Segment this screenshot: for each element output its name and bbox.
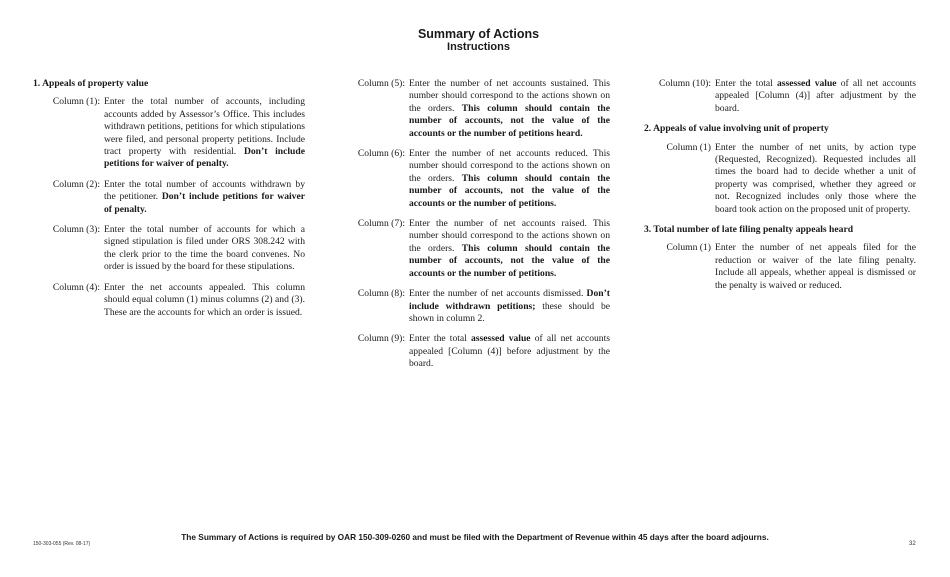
instruction-entry xyxy=(644,142,916,216)
column-label: Column (1) xyxy=(666,141,711,153)
instruction-text: Enter the total assessed value of all net accounts appealed [Column (4)] after adjustment by the board. xyxy=(715,78,916,114)
instruction-text: Enter the number of net accounts sustained. This number should correspond to the actions shown on the orders. This column should contain the number of accounts, not the value of the accounts or the number of petitions heard. xyxy=(409,78,610,139)
instruction-entry xyxy=(33,224,305,274)
section-heading-2: 2. Appeals of value involving unit of property xyxy=(644,123,829,135)
instruction-text: Enter the total number of accounts, including accounts added by Assessor’s Office. This includes withdrawn petitions, petitions for which stipulations were filed, and personal property petitions. Include tract property with residential. Don’t include petitions for waiver of penalty. xyxy=(104,96,305,170)
instruction-text: Enter the net accounts appealed. This column should equal column (1) minus columns (2) and (3). These are the accounts for which an order is issued. xyxy=(104,281,305,318)
instruction-entry xyxy=(350,333,610,370)
instruction-entry xyxy=(350,218,610,280)
instruction-text: Enter the number of net accounts dismissed. Don’t include withdrawn petitions; these should be shown in column 2. xyxy=(409,288,610,324)
instruction-text: Enter the number of net accounts reduced. This number should correspond to the actions shown on the orders. This column should contain the number of accounts, not the value of the accounts or the number of petitions. xyxy=(409,148,610,209)
column-label: Column (5): xyxy=(357,78,405,89)
text-column-left xyxy=(33,78,305,327)
document-subtitle: Instructions xyxy=(447,41,510,53)
column-label: Column (6): xyxy=(357,148,405,160)
instruction-entry xyxy=(33,282,305,319)
instruction-text: Enter the number of net units, by action type (Requested, Recognized). Requested includes all times the board had to decide whether a unit of property was comprised, whether they agreed or not. Recognized includes only those where the board took action on the proposed unit of property. xyxy=(715,141,916,215)
instruction-text: Enter the total number of accounts for which a signed stipulation is filed under ORS 308.242 with the clerk prior to the time the board convenes. No order is issued by the board for these stipulations. xyxy=(104,224,305,273)
instruction-entry xyxy=(33,96,305,170)
instruction-entry xyxy=(644,242,916,292)
instruction-entry xyxy=(644,78,916,115)
page-number: 32 xyxy=(909,541,916,547)
text-column-middle xyxy=(350,78,610,379)
instruction-entry xyxy=(350,78,610,140)
instruction-entry xyxy=(350,148,610,210)
instruction-text: Enter the total number of accounts withdrawn by the petitioner. Don’t include petitions for waiver of penalty. xyxy=(104,178,305,215)
column-label: Column (8): xyxy=(357,288,405,300)
instruction-entry xyxy=(350,288,610,325)
column-label: Column (10): xyxy=(659,78,711,89)
instruction-text: Enter the total assessed value of all net accounts appealed [Column (4)] before adjustment by the board. xyxy=(409,333,610,370)
document-title: Summary of Actions xyxy=(417,27,540,41)
column-label: Column (4): xyxy=(52,281,100,293)
column-label: Column (7): xyxy=(357,218,405,230)
form-id: 150-303-055 (Rev. 08-17) xyxy=(33,541,91,547)
column-label: Column (1) xyxy=(666,242,711,254)
filing-requirement-note: The Summary of Actions is required by OAR 150-309-0260 and must be filed with the Department of Revenue within 45 days after the board adjourns. xyxy=(181,532,769,542)
column-label: Column (2): xyxy=(52,178,100,190)
instruction-text: Enter the number of net accounts raised. This number should correspond to the actions shown on the orders. This column should contain the number of accounts, not the value of the accounts or the number of petitions. xyxy=(409,218,610,279)
column-label: Column (9): xyxy=(357,333,405,345)
column-label: Column (3): xyxy=(52,224,100,236)
instruction-entry xyxy=(33,179,305,216)
section-heading-3: 3. Total number of late filing penalty appeals heard xyxy=(644,224,854,236)
column-label: Column (1): xyxy=(52,96,100,108)
section-heading-1: 1. Appeals of property value xyxy=(33,78,149,89)
instruction-text: Enter the number of net appeals filed for the reduction or waiver of the late filing penalty. Include all appeals, whether appeal is dismissed or the penalty is waived or reduced. xyxy=(715,242,916,291)
text-column-right xyxy=(644,78,916,300)
